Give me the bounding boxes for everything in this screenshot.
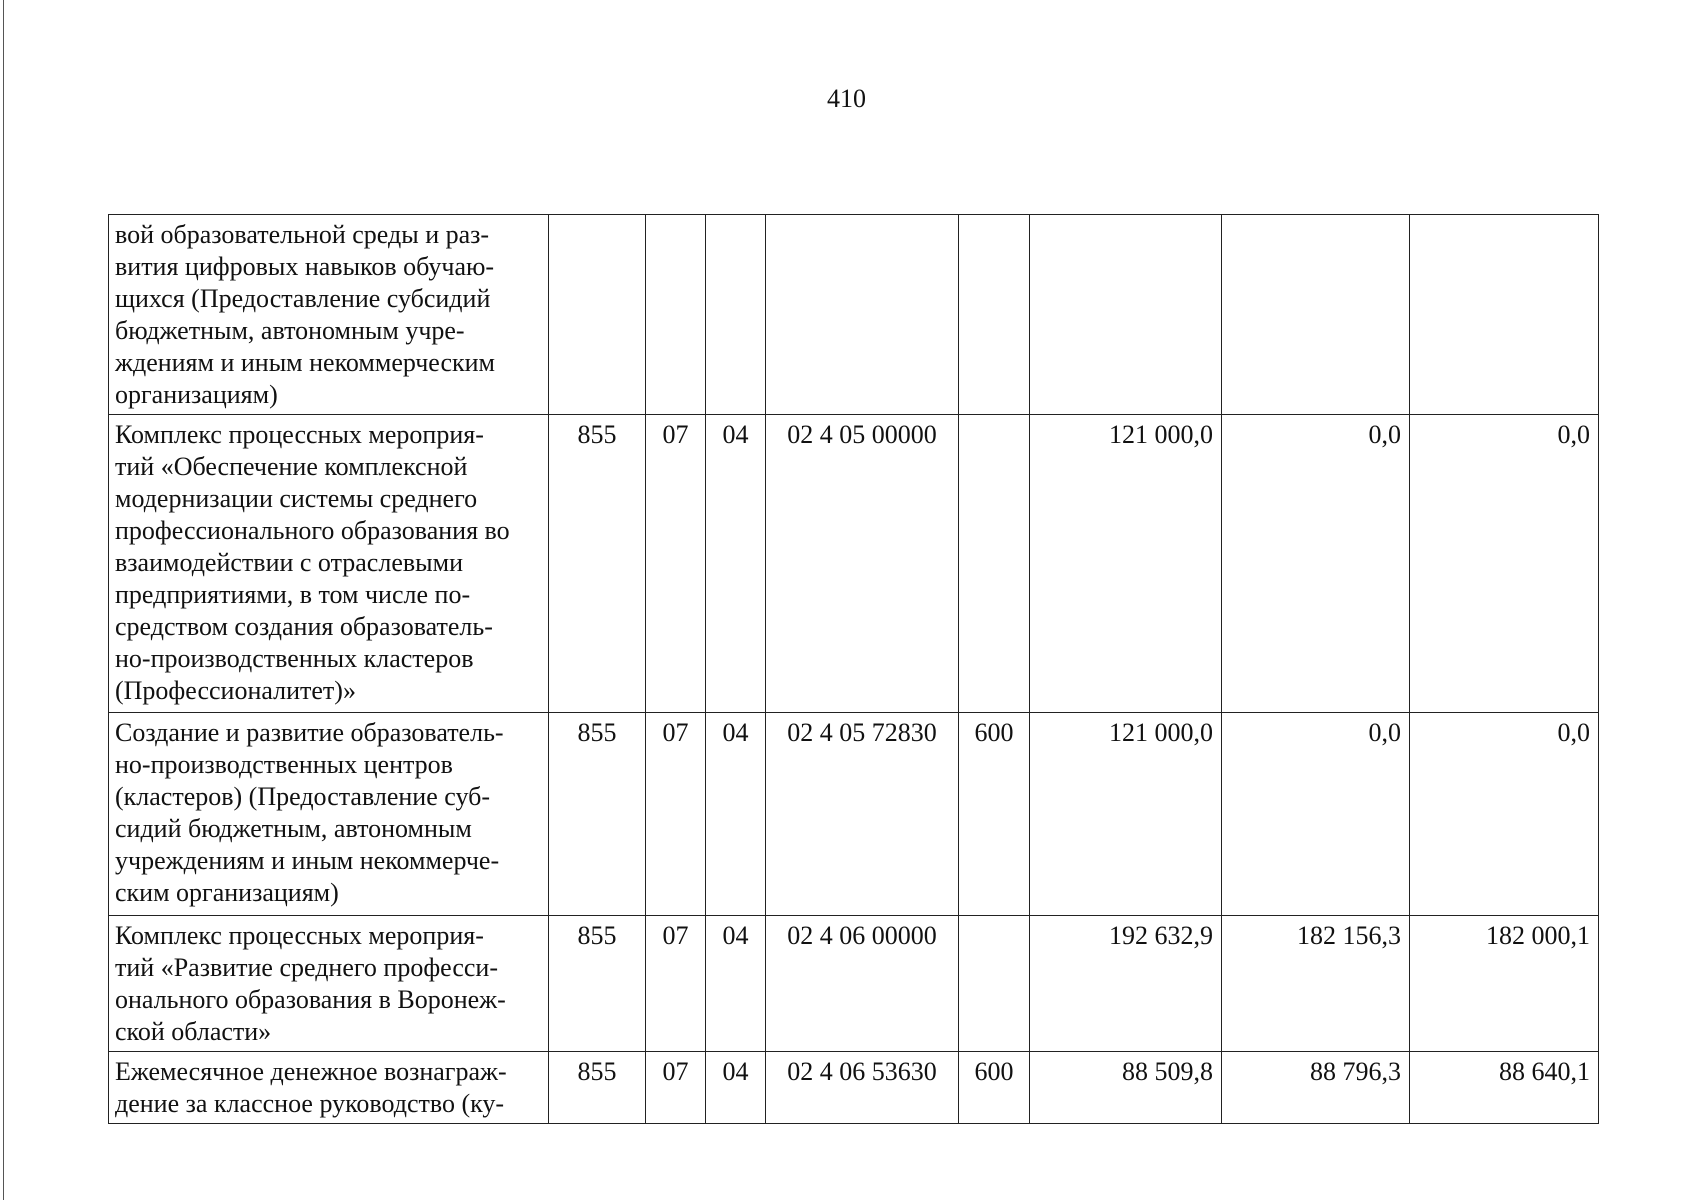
cell-name: Комплекс процессных мероприя- тий «Обеспечение комплексной модернизации системы среднего профессионального образования во взаимодействии с отраслевыми предприятиями, в том числе по- средством создания образователь- но-производственных кластеров (Профессионалитет)» <box>109 415 549 713</box>
cell-csr: 02 4 05 00000 <box>766 415 959 713</box>
cell-year2: 0,0 <box>1222 713 1410 916</box>
cell-vr <box>959 415 1030 713</box>
cell-vr <box>959 916 1030 1052</box>
cell-gr <box>549 215 646 415</box>
cell-year1: 192 632,9 <box>1030 916 1222 1052</box>
cell-gr: 855 <box>549 713 646 916</box>
page-number: 410 <box>827 84 866 113</box>
cell-name: вой образовательной среды и раз- вития цифровых навыков обучаю- щихся (Предоставление субсидий бюджетным, автономным учре- ждениям и иным некоммерческим организациям) <box>109 215 549 415</box>
table-row <box>109 415 1599 713</box>
cell-name: Создание и развитие образователь- но-производственных центров (кластеров) (Предоставление суб- сидий бюджетным, автономным учреждениям и иным некоммерче- ским организациям) <box>109 713 549 916</box>
cell-name: Ежемесячное денежное вознаграж- дение за классное руководство (ку- <box>109 1052 549 1124</box>
cell-vr <box>959 215 1030 415</box>
cell-year1: 88 509,8 <box>1030 1052 1222 1124</box>
cell-rz: 07 <box>646 1052 706 1124</box>
cell-year2: 88 796,3 <box>1222 1052 1410 1124</box>
cell-vr: 600 <box>959 1052 1030 1124</box>
cell-year1: 121 000,0 <box>1030 713 1222 916</box>
cell-gr: 855 <box>549 916 646 1052</box>
cell-year3 <box>1410 215 1599 415</box>
cell-csr <box>766 215 959 415</box>
cell-csr: 02 4 06 00000 <box>766 916 959 1052</box>
cell-csr: 02 4 05 72830 <box>766 713 959 916</box>
cell-gr: 855 <box>549 415 646 713</box>
cell-year3: 0,0 <box>1410 415 1599 713</box>
cell-vr: 600 <box>959 713 1030 916</box>
cell-year1: 121 000,0 <box>1030 415 1222 713</box>
cell-year1 <box>1030 215 1222 415</box>
table-row <box>109 215 1599 415</box>
cell-year3: 88 640,1 <box>1410 1052 1599 1124</box>
page-left-edge-line <box>3 0 4 1200</box>
cell-pr: 04 <box>706 916 766 1052</box>
cell-gr: 855 <box>549 1052 646 1124</box>
table-row <box>109 713 1599 916</box>
cell-rz <box>646 215 706 415</box>
cell-pr: 04 <box>706 713 766 916</box>
cell-year3: 0,0 <box>1410 713 1599 916</box>
table-row <box>109 916 1599 1052</box>
cell-pr: 04 <box>706 1052 766 1124</box>
cell-rz: 07 <box>646 415 706 713</box>
cell-year2: 182 156,3 <box>1222 916 1410 1052</box>
cell-name: Комплекс процессных мероприя- тий «Развитие среднего професси- онального образования в Воронеж- ской области» <box>109 916 549 1052</box>
cell-year3: 182 000,1 <box>1410 916 1599 1052</box>
table-row <box>109 1052 1599 1124</box>
cell-year2: 0,0 <box>1222 415 1410 713</box>
cell-pr: 04 <box>706 415 766 713</box>
budget-table <box>108 214 1599 1124</box>
cell-rz: 07 <box>646 916 706 1052</box>
cell-year2 <box>1222 215 1410 415</box>
cell-rz: 07 <box>646 713 706 916</box>
cell-pr <box>706 215 766 415</box>
cell-csr: 02 4 06 53630 <box>766 1052 959 1124</box>
